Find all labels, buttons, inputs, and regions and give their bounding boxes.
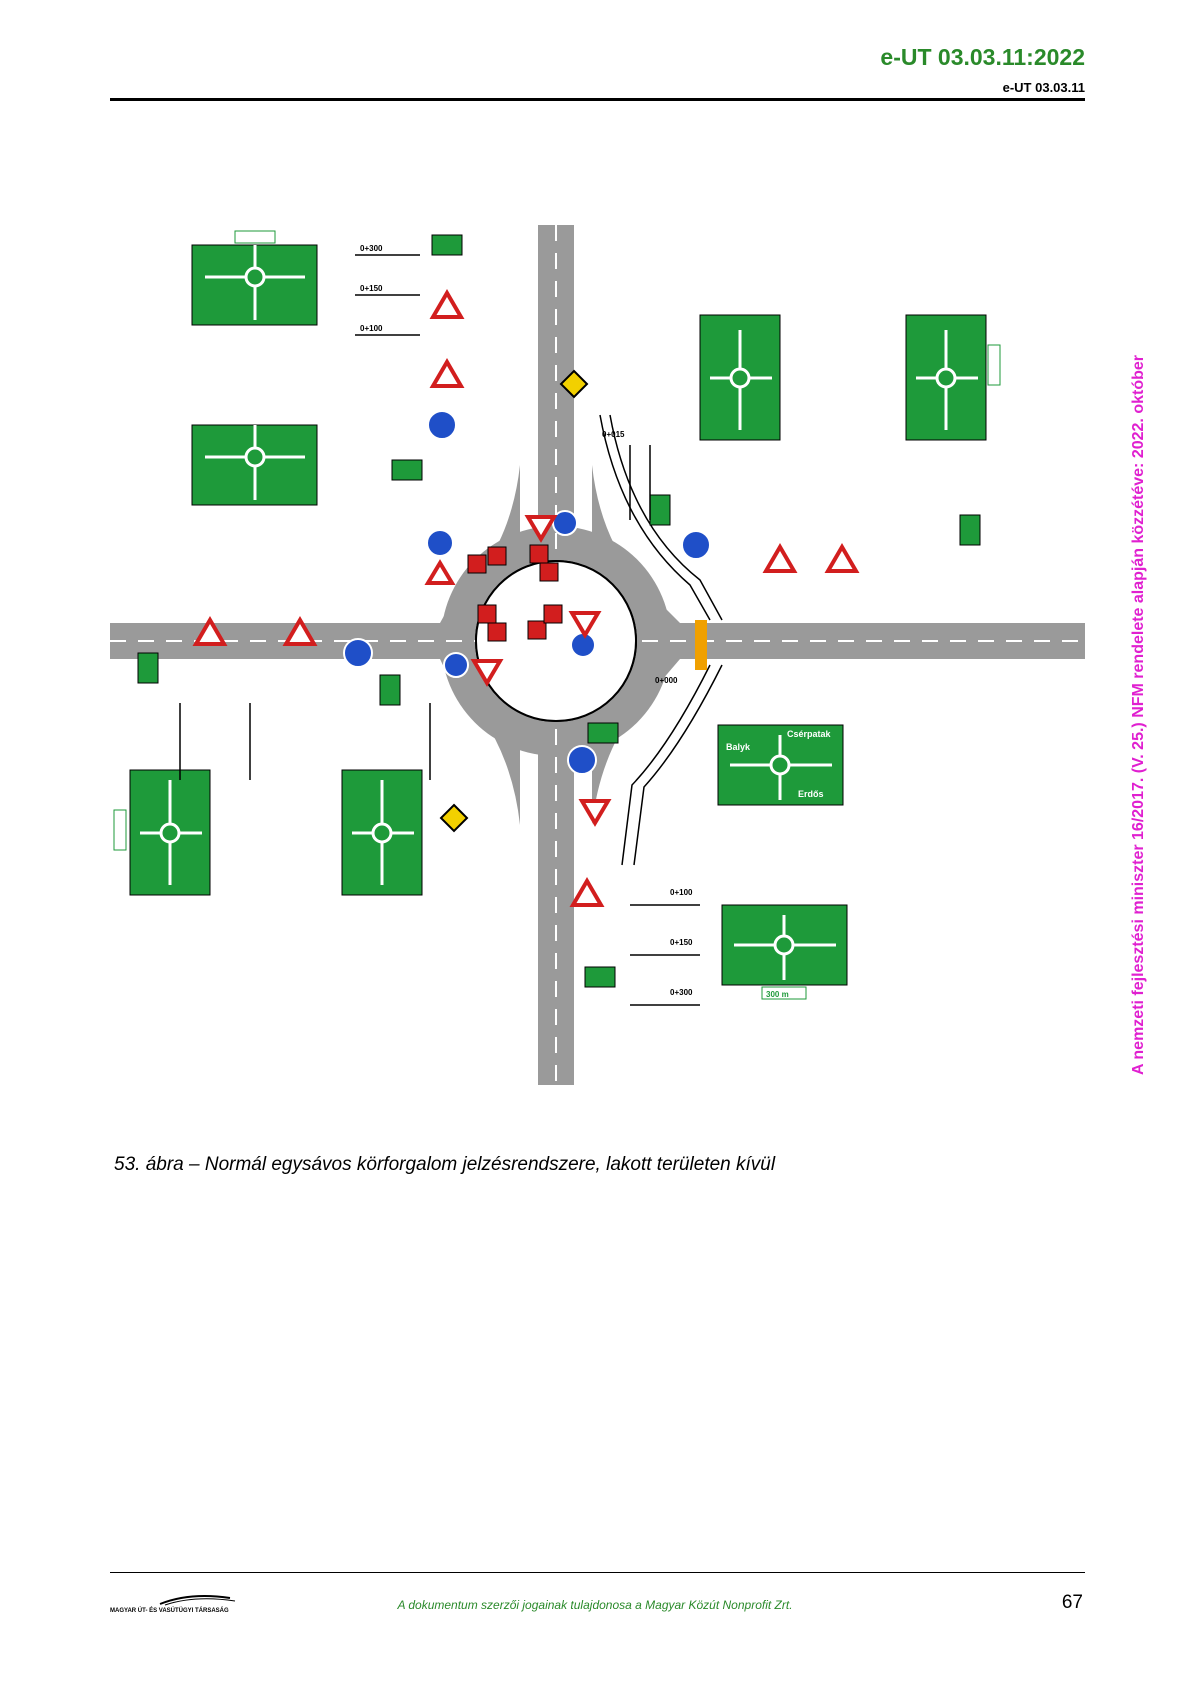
roundabout-figure [110,225,1085,1085]
header-rule [110,98,1085,101]
figure-caption: 53. ábra – Normál egysávos körforgalom jelzésrendszere, lakott területen kívül [114,1154,776,1175]
direction-sign-se-2 [722,905,847,999]
chainage-label-2: 0+150 [360,284,383,293]
place-north-label: Csérpatak [787,729,831,739]
place-west-label: Balyk [726,742,751,752]
direction-sign-nw-1 [192,231,317,325]
crossing-marking [695,620,707,670]
logo-text: MAGYAR ÚT- ÉS VASÚTÜGYI TÁRSASÁG [110,1608,229,1614]
chainage-label-4: 0+015 [602,430,625,439]
document-code: e-UT 03.03.11:2022 [880,44,1085,70]
direction-sign-nw-2 [192,425,317,505]
direction-sign-sw-1 [114,770,210,895]
direction-sign-sw-2 [342,770,422,895]
direction-sign-ne-2 [906,315,1000,440]
distance-label: 300 m [766,990,789,999]
chainage-label-8: 0+300 [670,988,693,997]
chainage-label-1: 0+300 [360,244,383,253]
page-number: 67 [1061,1592,1083,1613]
chainage-label-6: 0+100 [670,888,693,897]
copyright-notice: A dokumentum szerzői jogainak tulajdonosa a Magyar Közút Nonprofit Zrt. [397,1598,793,1612]
direction-sign-se-1 [718,725,843,805]
publication-note: A nemzeti fejlesztési miniszter 16/2017. (V. 25.) NFM rendelete alapján közzétéve: 2022. október [1130,355,1147,1075]
document-code-short: e-UT 03.03.11 [1002,80,1085,95]
chainage-label-5: 0+000 [655,676,678,685]
roundabout-diagram [110,225,1085,1085]
footer-rule [110,1572,1085,1573]
direction-sign-ne-1 [700,315,780,440]
place-east-label: Erdős [798,789,824,799]
chainage-label-7: 0+150 [670,938,693,947]
chainage-label-3: 0+100 [360,324,383,333]
